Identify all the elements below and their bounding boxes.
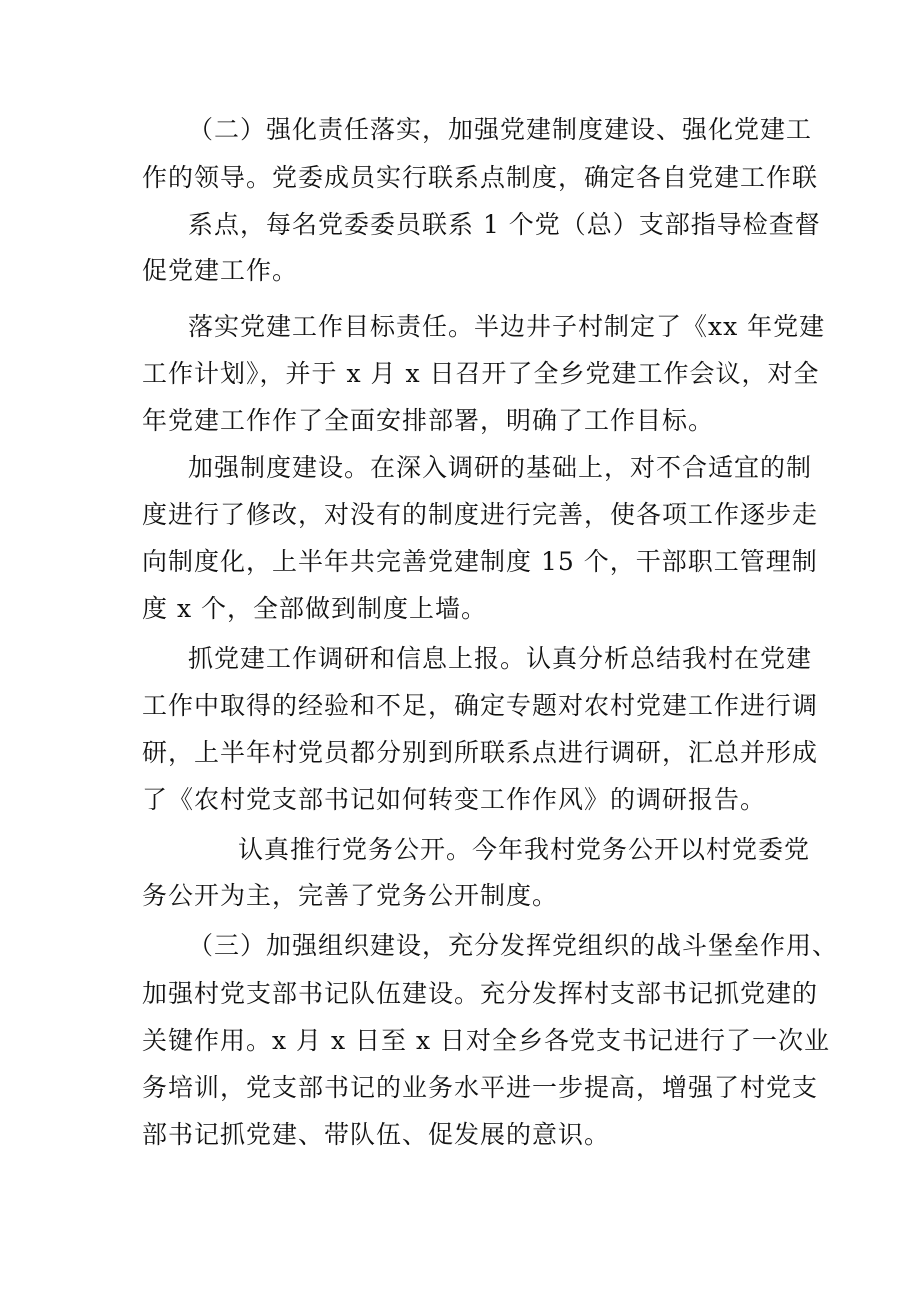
text-line: 研，上半年村党员都分别到所联系点进行调研，汇总并形成 (142, 738, 819, 767)
text-line: 务公开为主，完善了党务公开制度。 (142, 881, 559, 910)
text-line: 工作中取得的经验和不足，确定专题对农村党建工作进行调 (142, 691, 819, 720)
text-line: 认真推行党务公开。今年我村党务公开以村党委党 (238, 835, 811, 864)
text-line: 年党建工作作了全面安排部署，明确了工作目标。 (142, 406, 715, 435)
text-line: 加强村党支部书记队伍建设。充分发挥村支部书记抓党建的 (142, 979, 819, 1008)
text-line: 工作计划》，并于 x 月 x 日召开了全乡党建工作会议，对全 (142, 359, 820, 388)
text-line: 了《农村党支部书记如何转变工作作风》的调研报告。 (142, 785, 767, 814)
text-line: 度进行了修改，对没有的制度进行完善，使各项工作逐步走 (142, 500, 819, 529)
text-line: 加强制度建设。在深入调研的基础上，对不合适宜的制 (188, 453, 813, 482)
text-line: 系点，每名党委委员联系 1 个党（总）支部指导检查督 (188, 210, 821, 239)
text-line: 关键作用。x 月 x 日至 x 日对全乡各党支书记进行了一次业 (142, 1026, 831, 1055)
text-line: 务培训，党支部书记的业务水平进一步提高，增强了村党支 (142, 1073, 819, 1102)
text-line: 促党建工作。 (142, 256, 299, 285)
text-line: 部书记抓党建、带队伍、促发展的意识。 (142, 1120, 611, 1149)
text-line: 向制度化，上半年共完善党建制度 15 个，干部职工管理制 (142, 547, 818, 576)
text-line: 抓党建工作调研和信息上报。认真分析总结我村在党建 (188, 644, 813, 673)
text-line: （三）加强组织建设，充分发挥党组织的战斗堡垒作用、 (188, 931, 839, 960)
text-line: 作的领导。党委成员实行联系点制度，确定各自党建工作联 (142, 163, 819, 192)
text-line: 落实党建工作目标责任。半边井子村制定了《xx 年党建 (188, 312, 826, 341)
text-line: 度 x 个，全部做到制度上墙。 (142, 594, 487, 623)
text-line: （二）强化责任落实，加强党建制度建设、强化党建工 (188, 115, 813, 144)
